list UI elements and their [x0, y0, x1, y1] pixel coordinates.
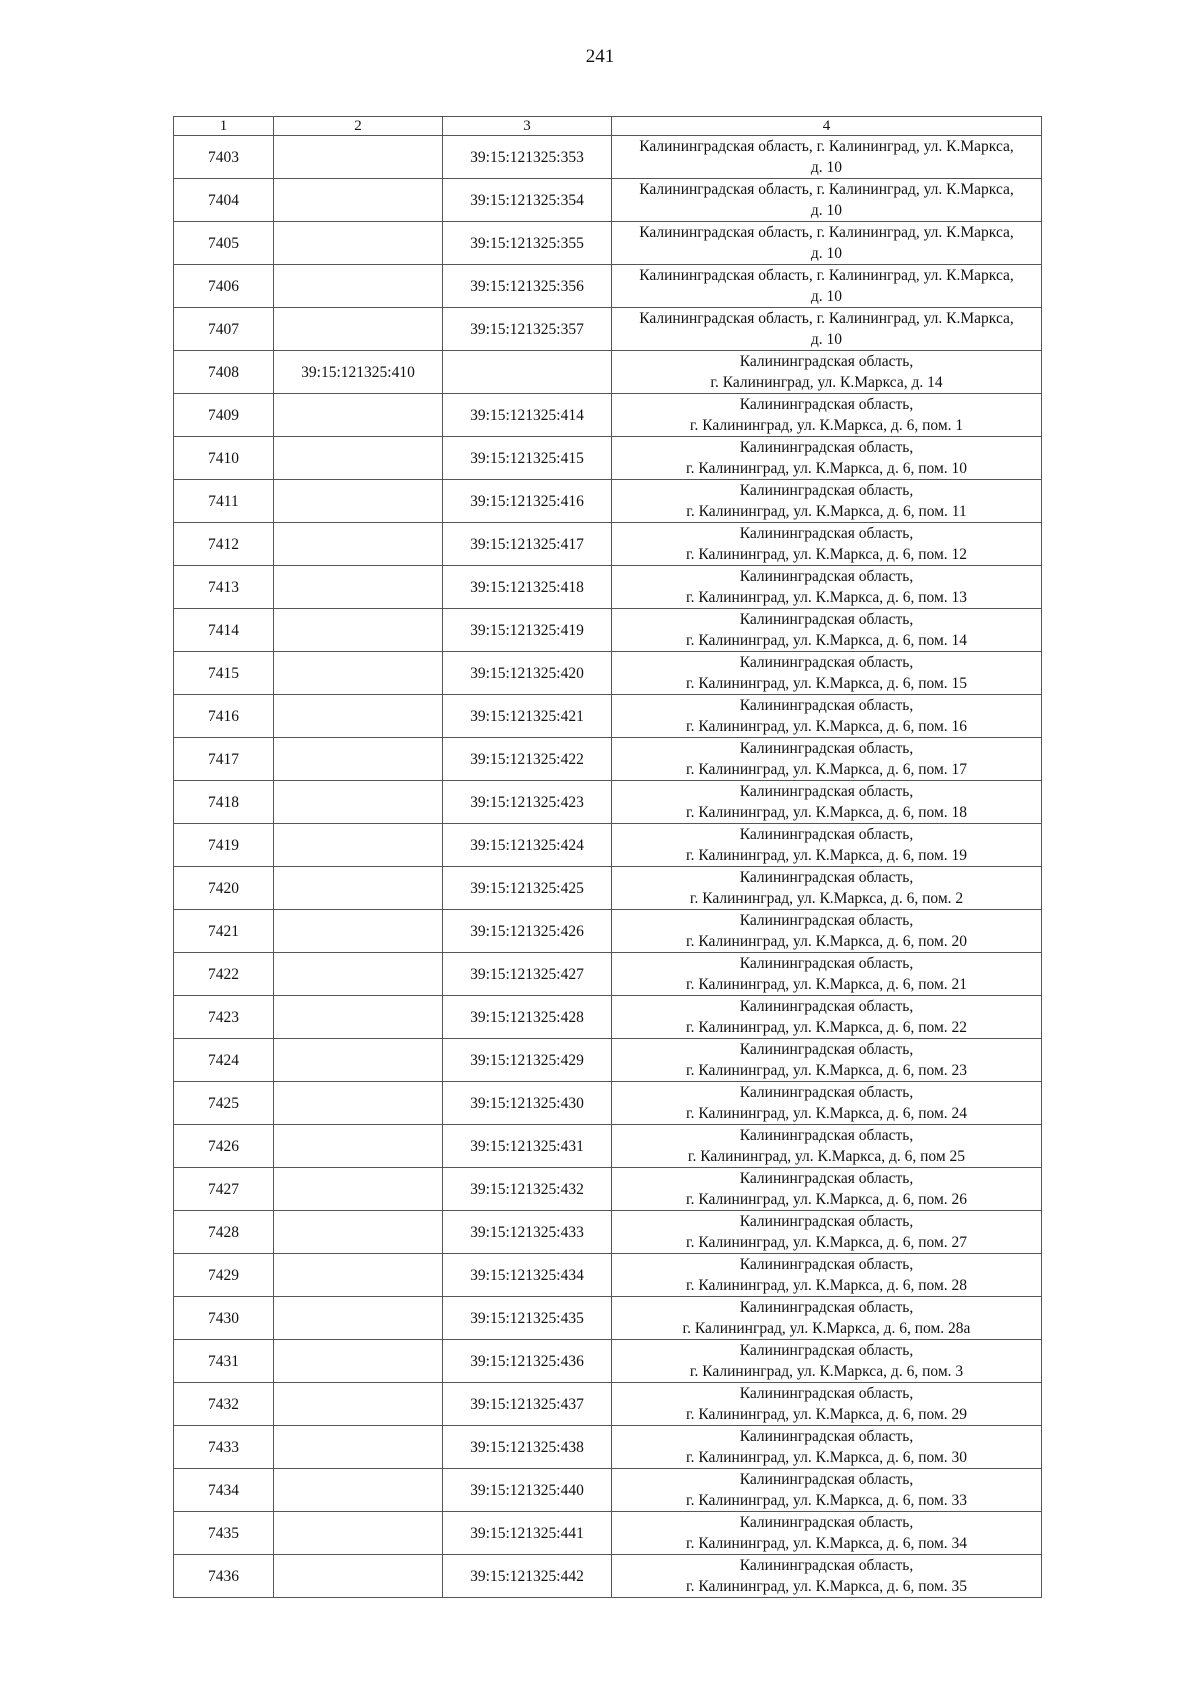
cadastral-block-cell: [274, 695, 443, 738]
address-cell: [612, 695, 1042, 738]
cadastral-number-cell: 39:15:121325:418: [443, 566, 612, 609]
cadastral-block-cell: [274, 867, 443, 910]
cadastral-block-cell: [274, 1039, 443, 1082]
table-row: [174, 1082, 1042, 1125]
cadastral-number-cell: 39:15:121325:423: [443, 781, 612, 824]
cadastral-number-cell: 39:15:121325:434: [443, 1254, 612, 1297]
address-cell: [612, 738, 1042, 781]
address-line: Калининградская область, г. Калининград, ул. К.Маркса,: [639, 224, 1014, 241]
address-cell: [612, 308, 1042, 351]
table-row: [174, 1211, 1042, 1254]
address-cell: [612, 953, 1042, 996]
table-row: [174, 1469, 1042, 1512]
row-number-cell: 7410: [174, 437, 274, 480]
table-row: [174, 1039, 1042, 1082]
cadastral-number-cell: 39:15:121325:427: [443, 953, 612, 996]
table-row: [174, 1297, 1042, 1340]
table-row: [174, 351, 1042, 394]
registry-table: [173, 116, 1042, 1598]
cadastral-block-cell: [274, 781, 443, 824]
table-row: [174, 996, 1042, 1039]
cadastral-number-cell: 39:15:121325:419: [443, 609, 612, 652]
table-row: [174, 480, 1042, 523]
address-line: г. Калининград, ул. К.Маркса, д. 6, пом. 3: [689, 1363, 964, 1380]
address-line: Калининградская область,: [739, 1041, 914, 1058]
address-line: г. Калининград, ул. К.Маркса, д. 6, пом. 34: [685, 1535, 967, 1552]
address-line: г. Калининград, ул. К.Маркса, д. 6, пом. 15: [685, 675, 967, 692]
address-cell: [612, 996, 1042, 1039]
table-row: [174, 1426, 1042, 1469]
address-cell: [612, 265, 1042, 308]
cadastral-number-cell: [443, 351, 612, 394]
table-row: [174, 1125, 1042, 1168]
table-row: [174, 222, 1042, 265]
address-line: г. Калининград, ул. К.Маркса, д. 6, пом. 14: [685, 632, 967, 649]
header-col-2: 2: [274, 117, 443, 136]
address-line: Калининградская область, г. Калининград, ул. К.Маркса,: [639, 310, 1014, 327]
cadastral-block-cell: [274, 1512, 443, 1555]
row-number-cell: 7431: [174, 1340, 274, 1383]
table-row: [174, 523, 1042, 566]
address-line: г. Калининград, ул. К.Маркса, д. 6, пом. 11: [686, 503, 967, 520]
table-row: [174, 179, 1042, 222]
table-row: [174, 1383, 1042, 1426]
cadastral-number-cell: 39:15:121325:425: [443, 867, 612, 910]
cadastral-number-cell: 39:15:121325:429: [443, 1039, 612, 1082]
address-line: д. 10: [810, 288, 843, 305]
address-cell: [612, 222, 1042, 265]
row-number-cell: 7426: [174, 1125, 274, 1168]
table-row: [174, 308, 1042, 351]
cadastral-block-cell: [274, 437, 443, 480]
cadastral-number-cell: 39:15:121325:357: [443, 308, 612, 351]
address-line: Калининградская область,: [739, 1299, 914, 1316]
table-row: [174, 1555, 1042, 1598]
row-number-cell: 7435: [174, 1512, 274, 1555]
cadastral-block-cell: 39:15:121325:410: [274, 351, 443, 394]
address-line: г. Калининград, ул. К.Маркса, д. 6, пом. 13: [685, 589, 967, 606]
table-row: [174, 695, 1042, 738]
cadastral-number-cell: 39:15:121325:422: [443, 738, 612, 781]
address-line: г. Калининград, ул. К.Маркса, д. 6, пом. 24: [685, 1105, 967, 1122]
table-row: [174, 652, 1042, 695]
cadastral-block-cell: [274, 308, 443, 351]
address-line: г. Калининград, ул. К.Маркса, д. 6, пом. 1: [689, 417, 964, 434]
address-cell: [612, 1469, 1042, 1512]
address-cell: [612, 480, 1042, 523]
cadastral-block-cell: [274, 1168, 443, 1211]
address-line: д. 10: [810, 245, 843, 262]
address-cell: [612, 1383, 1042, 1426]
address-line: г. Калининград, ул. К.Маркса, д. 6, пом. 26: [685, 1191, 967, 1208]
address-cell: [612, 609, 1042, 652]
cadastral-number-cell: 39:15:121325:442: [443, 1555, 612, 1598]
address-line: Калининградская область,: [739, 697, 914, 714]
address-line: Калининградская область,: [739, 1514, 914, 1531]
cadastral-number-cell: 39:15:121325:417: [443, 523, 612, 566]
address-line: д. 10: [810, 331, 843, 348]
address-line: г. Калининград, ул. К.Маркса, д. 6, пом. 33: [685, 1492, 967, 1509]
address-line: Калининградская область, г. Калининград, ул. К.Маркса,: [639, 138, 1014, 155]
cadastral-number-cell: 39:15:121325:440: [443, 1469, 612, 1512]
cadastral-number-cell: 39:15:121325:432: [443, 1168, 612, 1211]
row-number-cell: 7425: [174, 1082, 274, 1125]
address-line: д. 10: [810, 202, 843, 219]
address-cell: [612, 1426, 1042, 1469]
table-row: [174, 824, 1042, 867]
row-number-cell: 7406: [174, 265, 274, 308]
table-row: [174, 781, 1042, 824]
cadastral-block-cell: [274, 1125, 443, 1168]
row-number-cell: 7420: [174, 867, 274, 910]
address-line: г. Калининград, ул. К.Маркса, д. 6, пом. 12: [685, 546, 967, 563]
cadastral-number-cell: 39:15:121325:431: [443, 1125, 612, 1168]
row-number-cell: 7403: [174, 136, 274, 179]
address-cell: [612, 179, 1042, 222]
cadastral-block-cell: [274, 953, 443, 996]
address-cell: [612, 824, 1042, 867]
address-cell: [612, 437, 1042, 480]
row-number-cell: 7404: [174, 179, 274, 222]
table-row: [174, 953, 1042, 996]
table-row: [174, 265, 1042, 308]
row-number-cell: 7422: [174, 953, 274, 996]
cadastral-block-cell: [274, 609, 443, 652]
address-line: г. Калининград, ул. К.Маркса, д. 6, пом. 29: [685, 1406, 967, 1423]
row-number-cell: 7428: [174, 1211, 274, 1254]
address-line: Калининградская область,: [739, 955, 914, 972]
address-cell: [612, 1340, 1042, 1383]
cadastral-block-cell: [274, 910, 443, 953]
row-number-cell: 7414: [174, 609, 274, 652]
cadastral-number-cell: 39:15:121325:441: [443, 1512, 612, 1555]
table-row: [174, 394, 1042, 437]
address-line: Калининградская область,: [739, 439, 914, 456]
row-number-cell: 7430: [174, 1297, 274, 1340]
address-line: Калининградская область,: [739, 482, 914, 499]
address-line: г. Калининград, ул. К.Маркса, д. 6, пом. 35: [685, 1578, 967, 1595]
cadastral-block-cell: [274, 1469, 443, 1512]
address-cell: [612, 523, 1042, 566]
row-number-cell: 7412: [174, 523, 274, 566]
cadastral-block-cell: [274, 1340, 443, 1383]
address-line: г. Калининград, ул. К.Маркса, д. 6, пом. 20: [685, 933, 967, 950]
address-line: Калининградская область,: [739, 568, 914, 585]
table-row: [174, 1512, 1042, 1555]
row-number-cell: 7429: [174, 1254, 274, 1297]
header-col-1: 1: [174, 117, 274, 136]
address-line: Калининградская область, г. Калининград, ул. К.Маркса,: [639, 181, 1014, 198]
address-cell: [612, 351, 1042, 394]
row-number-cell: 7424: [174, 1039, 274, 1082]
cadastral-block-cell: [274, 1426, 443, 1469]
address-cell: [612, 1555, 1042, 1598]
address-line: Калининградская область,: [739, 1084, 914, 1101]
cadastral-block-cell: [274, 1555, 443, 1598]
cadastral-number-cell: 39:15:121325:355: [443, 222, 612, 265]
header-col-3: 3: [443, 117, 612, 136]
address-line: д. 10: [810, 159, 843, 176]
table-header: [174, 117, 1042, 136]
cadastral-number-cell: 39:15:121325:433: [443, 1211, 612, 1254]
table-row: [174, 437, 1042, 480]
cadastral-number-cell: 39:15:121325:353: [443, 136, 612, 179]
cadastral-number-cell: 39:15:121325:415: [443, 437, 612, 480]
row-number-cell: 7427: [174, 1168, 274, 1211]
row-number-cell: 7405: [174, 222, 274, 265]
cadastral-block-cell: [274, 1082, 443, 1125]
cadastral-block-cell: [274, 222, 443, 265]
cadastral-block-cell: [274, 265, 443, 308]
address-cell: [612, 1254, 1042, 1297]
cadastral-block-cell: [274, 566, 443, 609]
header-col-4: 4: [612, 117, 1042, 136]
row-number-cell: 7409: [174, 394, 274, 437]
cadastral-number-cell: 39:15:121325:437: [443, 1383, 612, 1426]
address-line: Калининградская область,: [739, 1256, 914, 1273]
table-row: [174, 910, 1042, 953]
cadastral-block-cell: [274, 179, 443, 222]
row-number-cell: 7421: [174, 910, 274, 953]
cadastral-block-cell: [274, 996, 443, 1039]
address-cell: [612, 136, 1042, 179]
table-row: [174, 1254, 1042, 1297]
cadastral-block-cell: [274, 652, 443, 695]
address-cell: [612, 910, 1042, 953]
table-row: [174, 1168, 1042, 1211]
cadastral-number-cell: 39:15:121325:430: [443, 1082, 612, 1125]
address-line: Калининградская область,: [739, 1342, 914, 1359]
cadastral-block-cell: [274, 480, 443, 523]
cadastral-number-cell: 39:15:121325:416: [443, 480, 612, 523]
address-cell: [612, 1125, 1042, 1168]
address-cell: [612, 1211, 1042, 1254]
address-line: г. Калининград, ул. К.Маркса, д. 6, пом. 22: [685, 1019, 967, 1036]
address-cell: [612, 1082, 1042, 1125]
cadastral-number-cell: 39:15:121325:421: [443, 695, 612, 738]
address-line: Калининградская область,: [739, 1127, 914, 1144]
table-row: [174, 1340, 1042, 1383]
cadastral-block-cell: [274, 1254, 443, 1297]
address-line: Калининградская область,: [739, 869, 914, 886]
table-row: [174, 609, 1042, 652]
address-line: Калининградская область,: [739, 396, 914, 413]
table-row: [174, 566, 1042, 609]
address-line: г. Калининград, ул. К.Маркса, д. 6, пом. 28а: [682, 1320, 971, 1337]
table-body: [174, 136, 1042, 1598]
cadastral-block-cell: [274, 1297, 443, 1340]
row-number-cell: 7416: [174, 695, 274, 738]
address-cell: [612, 1168, 1042, 1211]
address-line: г. Калининград, ул. К.Маркса, д. 6, пом 25: [687, 1148, 966, 1165]
address-line: Калининградская область,: [739, 353, 914, 370]
address-line: г. Калининград, ул. К.Маркса, д. 6, пом. 18: [685, 804, 967, 821]
address-cell: [612, 1297, 1042, 1340]
cadastral-number-cell: 39:15:121325:414: [443, 394, 612, 437]
cadastral-block-cell: [274, 1383, 443, 1426]
row-number-cell: 7419: [174, 824, 274, 867]
address-line: г. Калининград, ул. К.Маркса, д. 6, пом. 2: [689, 890, 964, 907]
address-line: Калининградская область,: [739, 998, 914, 1015]
cadastral-block-cell: [274, 1211, 443, 1254]
row-number-cell: 7407: [174, 308, 274, 351]
cadastral-number-cell: 39:15:121325:356: [443, 265, 612, 308]
cadastral-number-cell: 39:15:121325:435: [443, 1297, 612, 1340]
address-line: Калининградская область,: [739, 1428, 914, 1445]
row-number-cell: 7433: [174, 1426, 274, 1469]
row-number-cell: 7418: [174, 781, 274, 824]
address-line: Калининградская область,: [739, 525, 914, 542]
address-line: Калининградская область,: [739, 826, 914, 843]
header-row: [174, 117, 1042, 136]
row-number-cell: 7423: [174, 996, 274, 1039]
address-line: Калининградская область,: [739, 1385, 914, 1402]
address-line: Калининградская область,: [739, 740, 914, 757]
table-row: [174, 867, 1042, 910]
address-line: г. Калининград, ул. К.Маркса, д. 6, пом. 10: [685, 460, 967, 477]
cadastral-block-cell: [274, 394, 443, 437]
address-line: Калининградская область,: [739, 611, 914, 628]
address-line: г. Калининград, ул. К.Маркса, д. 6, пом. 17: [685, 761, 967, 778]
table-row: [174, 738, 1042, 781]
row-number-cell: 7417: [174, 738, 274, 781]
table-row: [174, 136, 1042, 179]
row-number-cell: 7436: [174, 1555, 274, 1598]
row-number-cell: 7408: [174, 351, 274, 394]
address-cell: [612, 781, 1042, 824]
cadastral-number-cell: 39:15:121325:428: [443, 996, 612, 1039]
cadastral-block-cell: [274, 824, 443, 867]
address-line: Калининградская область,: [739, 654, 914, 671]
page-number: 241: [585, 46, 615, 67]
address-line: г. Калининград, ул. К.Маркса, д. 6, пом. 19: [685, 847, 967, 864]
address-line: Калининградская область,: [739, 783, 914, 800]
cadastral-number-cell: 39:15:121325:438: [443, 1426, 612, 1469]
address-line: Калининградская область, г. Калининград, ул. К.Маркса,: [639, 267, 1014, 284]
address-cell: [612, 394, 1042, 437]
address-line: г. Калининград, ул. К.Маркса, д. 14: [710, 374, 943, 391]
address-line: г. Калининград, ул. К.Маркса, д. 6, пом. 21: [685, 976, 967, 993]
address-line: г. Калининград, ул. К.Маркса, д. 6, пом. 30: [685, 1449, 967, 1466]
cadastral-number-cell: 39:15:121325:354: [443, 179, 612, 222]
address-line: Калининградская область,: [739, 912, 914, 929]
cadastral-number-cell: 39:15:121325:436: [443, 1340, 612, 1383]
address-line: Калининградская область,: [739, 1213, 914, 1230]
cadastral-block-cell: [274, 738, 443, 781]
address-cell: [612, 867, 1042, 910]
cadastral-number-cell: 39:15:121325:426: [443, 910, 612, 953]
row-number-cell: 7432: [174, 1383, 274, 1426]
row-number-cell: 7434: [174, 1469, 274, 1512]
address-line: Калининградская область,: [739, 1557, 914, 1574]
row-number-cell: 7413: [174, 566, 274, 609]
cadastral-block-cell: [274, 136, 443, 179]
cadastral-number-cell: 39:15:121325:424: [443, 824, 612, 867]
cadastral-number-cell: 39:15:121325:420: [443, 652, 612, 695]
address-cell: [612, 652, 1042, 695]
row-number-cell: 7415: [174, 652, 274, 695]
row-number-cell: 7411: [174, 480, 274, 523]
address-line: г. Калининград, ул. К.Маркса, д. 6, пом. 23: [685, 1062, 967, 1079]
address-cell: [612, 1512, 1042, 1555]
address-line: г. Калининград, ул. К.Маркса, д. 6, пом. 16: [685, 718, 967, 735]
address-line: г. Калининград, ул. К.Маркса, д. 6, пом. 28: [685, 1277, 967, 1294]
address-cell: [612, 1039, 1042, 1082]
cadastral-block-cell: [274, 523, 443, 566]
address-line: Калининградская область,: [739, 1170, 914, 1187]
address-line: Калининградская область,: [739, 1471, 914, 1488]
address-line: г. Калининград, ул. К.Маркса, д. 6, пом. 27: [685, 1234, 967, 1251]
address-cell: [612, 566, 1042, 609]
